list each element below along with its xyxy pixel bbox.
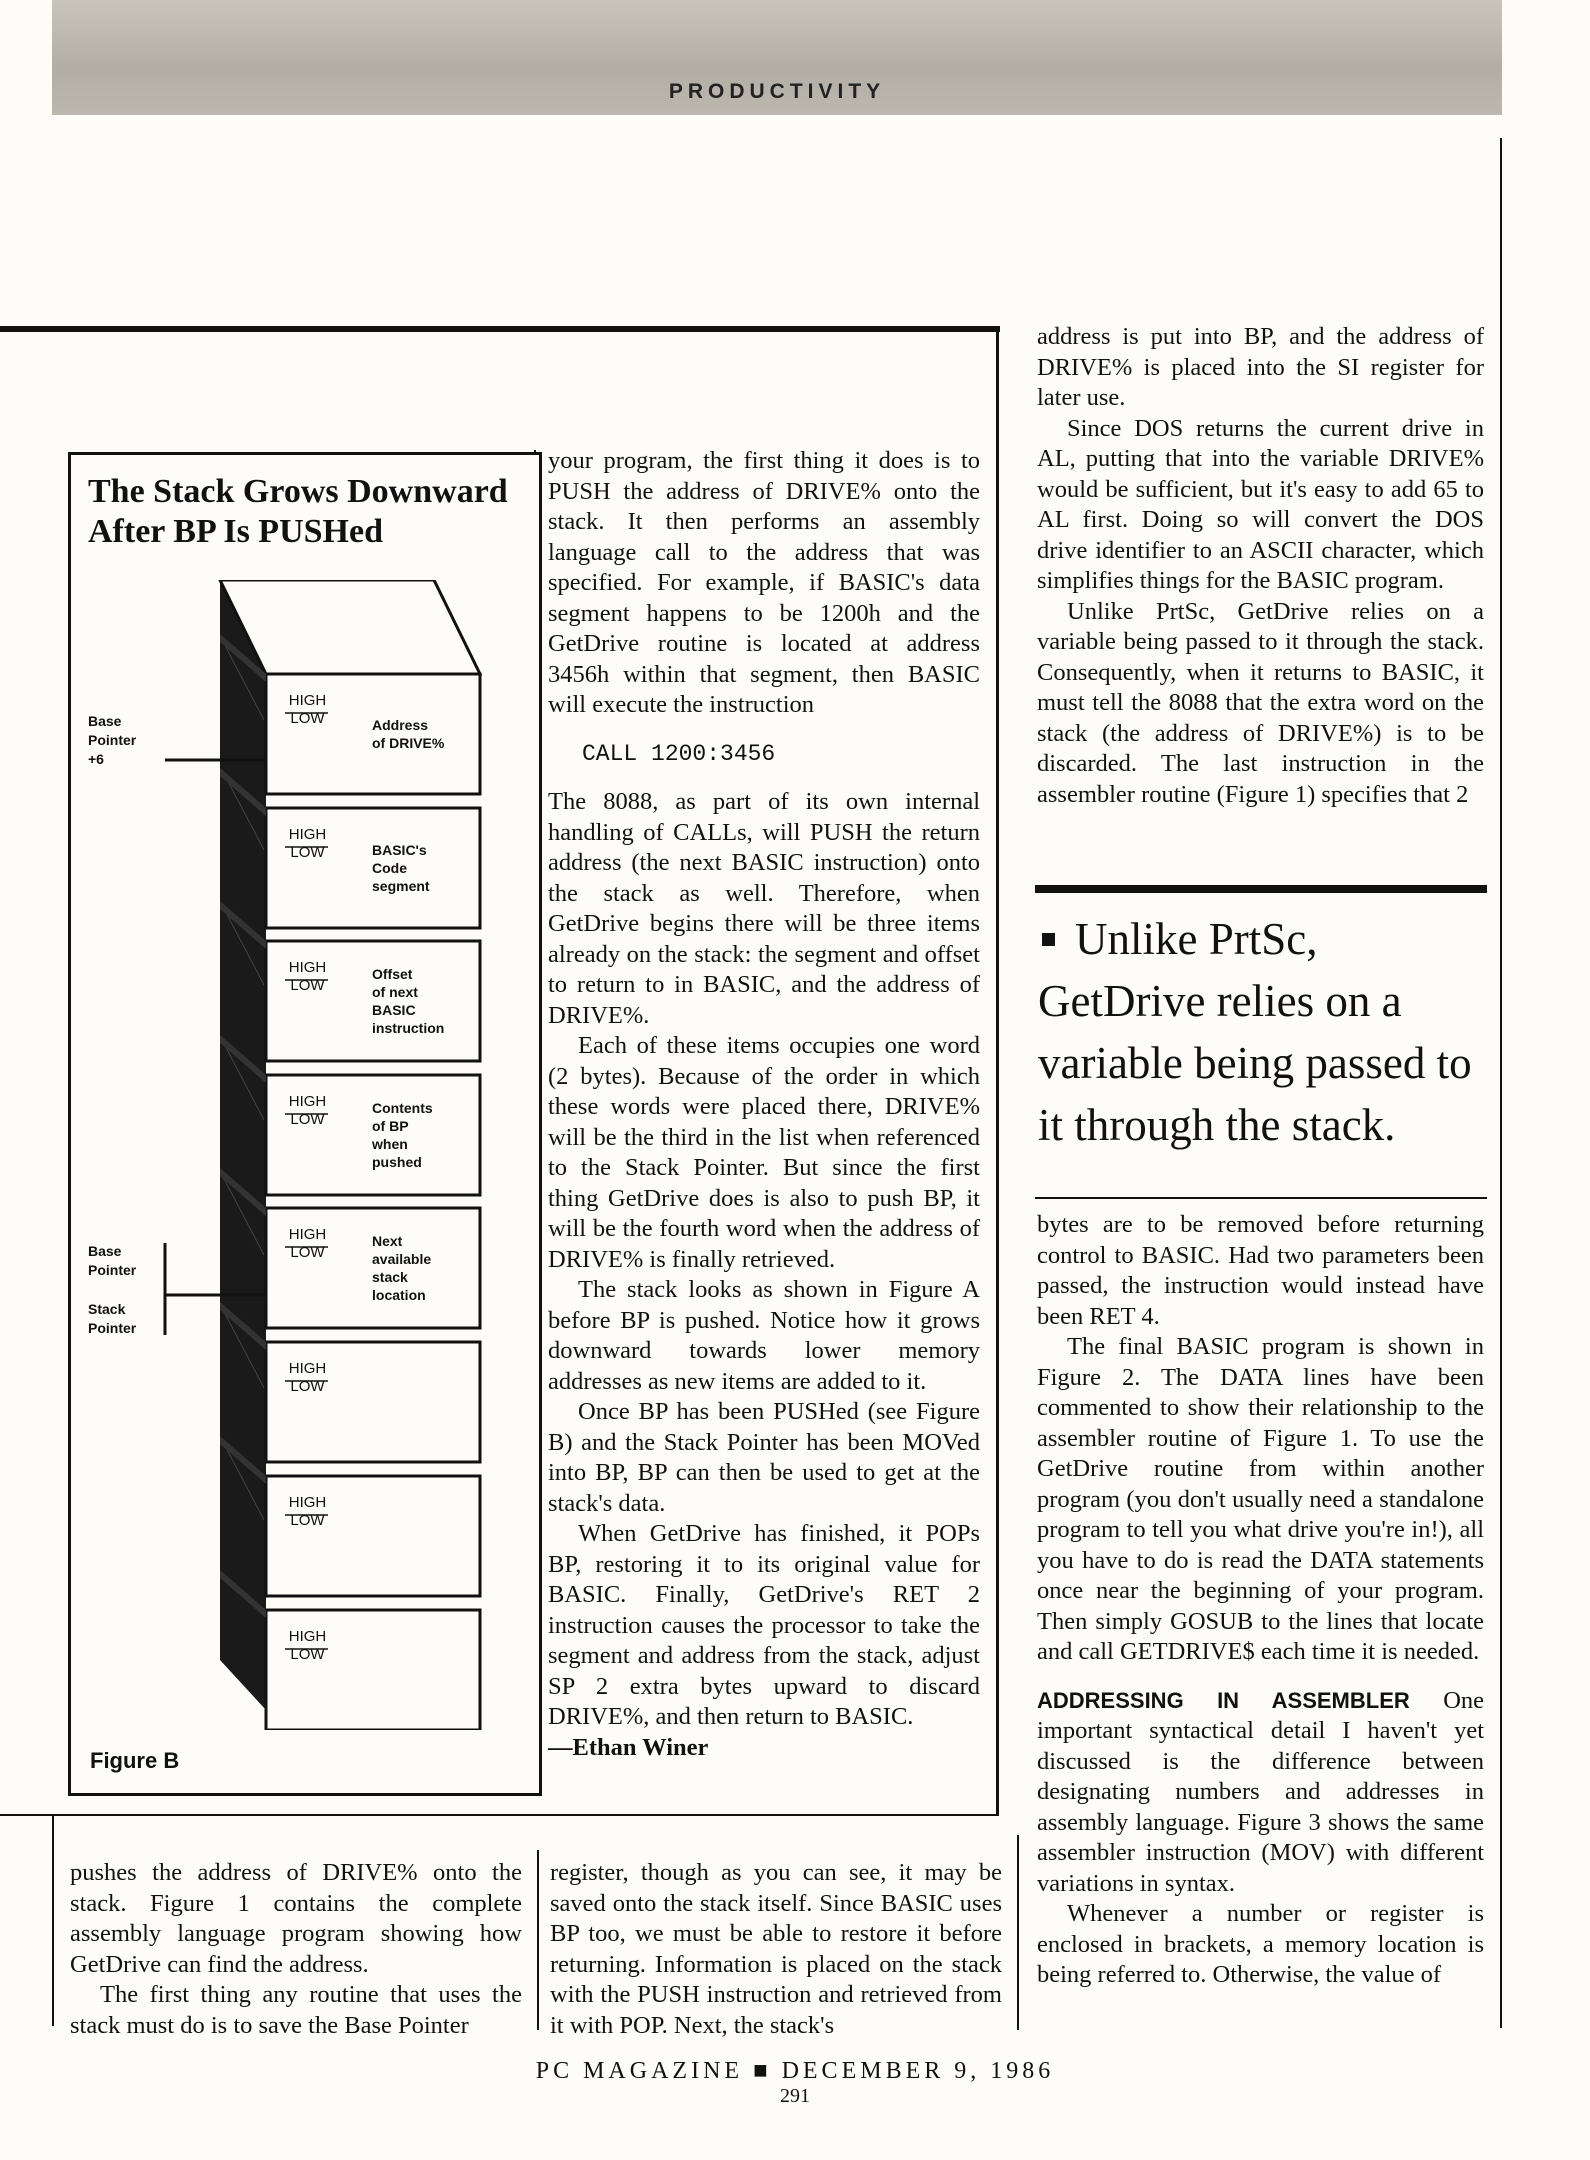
side-label-line: Pointer <box>88 1320 137 1336</box>
description-line: location <box>372 1287 426 1303</box>
lower-left-rule <box>52 1816 54 2026</box>
column-3-bottom <box>1037 1210 1484 1991</box>
description-line: Contents <box>372 1100 433 1116</box>
paragraph: your program, the first thing it does is to PUSH the address of DRIVE% onto the stack. It then performs an assembly language call to the address that was specified. For example, if BASIC's data segment happens to be 1200h and the GetDrive routine is located at address 3456h within that segment, then BASIC will execute the instruction <box>548 447 980 718</box>
side-label-line: Stack <box>88 1301 126 1317</box>
paragraph: Whenever a number or register is enclosed in brackets, a memory location is being referred to. Otherwise, the value of <box>1037 1900 1484 1988</box>
high-text: HIGH <box>288 1360 327 1377</box>
stack-cell-description <box>372 965 444 1037</box>
column-3-top <box>1037 322 1484 810</box>
low-text: LOW <box>290 1111 325 1128</box>
low-text: LOW <box>290 1244 325 1261</box>
section-label: PRODUCTIVITY <box>668 80 886 103</box>
high-low-label <box>280 1360 335 1396</box>
description-line: pushed <box>372 1154 422 1170</box>
side-label-line: Base <box>88 1243 122 1259</box>
low-text: LOW <box>290 710 325 727</box>
paragraph: address is put into BP, and the address of DRIVE% is placed into the SI register for later use. <box>1037 323 1484 411</box>
sidebar-top-rule <box>0 326 1000 332</box>
description-line: when <box>372 1136 408 1152</box>
paragraph: pushes the address of DRIVE% onto the stack. Figure 1 contains the complete assembly language program showing how GetDrive can find the address. <box>70 1859 522 1978</box>
figure-title-line-1: The Stack Grows Downward <box>88 473 508 510</box>
stack-cell-description <box>372 1099 433 1171</box>
high-low-label <box>280 1494 335 1530</box>
side-label-line: Base <box>88 713 122 729</box>
paragraph: Since DOS returns the current drive in AL, putting that into the variable DRIVE% would be sufficient, but it's easy to add 65 to AL first. Doing so will convert the DOS drive identifier to an ASCII character, which simplifies things for the BASIC program. <box>1037 414 1484 594</box>
high-text: HIGH <box>288 1628 327 1645</box>
low-text: LOW <box>290 1512 325 1529</box>
description-line: Address <box>372 717 429 733</box>
high-text: HIGH <box>288 1093 327 1110</box>
paragraph <box>1037 1686 1484 1900</box>
side-label-line: Pointer <box>88 732 137 748</box>
page-number: 291 <box>780 2085 810 2107</box>
sidebar-bottom-rule <box>0 1814 999 1816</box>
sidebar-right-rule <box>996 326 999 1816</box>
pullquote-top-rule <box>1035 885 1487 893</box>
page-edge-rule <box>1500 138 1502 2028</box>
base-pointer-6-label <box>88 712 136 769</box>
pullquote <box>1038 908 1493 1156</box>
low-text: LOW <box>290 1646 325 1663</box>
paragraph: bytes are to be removed before returning control to BASIC. Had two parameters been passed, the instruction would instead have been RET 4. <box>1037 1211 1484 1330</box>
bottom-middle-column <box>550 1858 1002 2041</box>
column-2 <box>548 446 980 1763</box>
side-label-line: +6 <box>88 751 104 767</box>
paragraph: Once BP has been PUSHed (see Figure B) and the Stack Pointer has been MOVed into BP, BP can then be used to get at the stack's data. <box>548 1398 980 1517</box>
code-line: CALL 1200:3456 <box>582 740 776 767</box>
figure-title <box>88 472 528 552</box>
description-line: Offset <box>372 966 413 982</box>
description-line: available <box>372 1251 432 1267</box>
stack-cell-description <box>372 841 430 895</box>
high-text: HIGH <box>288 692 327 709</box>
paragraph: The stack looks as shown in Figure A before BP is pushed. Notice how it grows downward towards lower memory addresses as new items are added to it. <box>548 1276 980 1395</box>
figure-title-line-2: After BP Is PUSHed <box>88 513 383 550</box>
description-line: of BP <box>372 1118 409 1134</box>
pullquote-bottom-rule <box>1035 1197 1487 1199</box>
paragraph: Unlike PrtSc, GetDrive relies on a variable being passed to it through the stack. Consequently, when it returns to BASIC, it must tell the 8088 that the extra word on the stack (the address of DRIVE%) is to be discarded. The last instruction in the assembler routine (Figure 1) specifies that 2 <box>1037 597 1484 808</box>
high-text: HIGH <box>288 959 327 976</box>
paragraph: register, though as you can see, it may be saved onto the stack itself. Since BASIC uses BP too, we must be able to restore it before returning. Information is placed on the stack with the PUSH instruction and retrieved from it with POP. Next, the stack's <box>550 1859 1002 2039</box>
figure-label: Figure B <box>90 1748 180 1773</box>
pullquote-text: Unlike PrtSc, GetDrive relies on a variable being passed to it through the stack. <box>1038 914 1472 1150</box>
high-low-label <box>280 826 335 862</box>
col-separator-3 <box>537 1850 539 2030</box>
description-line: instruction <box>372 1020 445 1036</box>
high-low-label <box>280 1093 335 1129</box>
base-pointer-label <box>88 1242 136 1280</box>
description-line: Code <box>372 860 407 876</box>
low-text: LOW <box>290 1378 325 1395</box>
stack-top-face <box>220 580 480 674</box>
description-line: of next <box>372 984 418 1000</box>
paragraph: The final BASIC program is shown in Figure 2. The DATA lines have been commented to show their relationship to the assembler routine of Figure 1. To use the GetDrive routine from within another program (you don't usually need a standalone program to tell you what drive you're in!), all you have to do is read the DATA statements once near the beginning of your program. Then simply GOSUB to the lines that locate and call GETDRIVE$ each time it is needed. <box>1037 1333 1484 1665</box>
paragraph: Each of these items occupies one word (2 bytes). Because of the order in which these words were placed there, DRIVE% will be the third in the list when referenced to the Stack Pointer. But since the first thing GetDrive does is also to push BP, it will be the fourth word when the address of DRIVE% is finally retrieved. <box>548 1032 980 1273</box>
footer-magazine: PC MAGAZINE ■ DECEMBER 9, 1986 <box>535 2058 1055 2084</box>
description-line: stack <box>372 1269 408 1285</box>
description-line: segment <box>372 878 430 894</box>
description-line: Next <box>372 1233 403 1249</box>
bottom-left-column <box>70 1858 522 2041</box>
paragraph: The 8088, as part of its own internal handling of CALLs, will PUSH the return address (the next BASIC instruction) onto the stack as well. Therefore, when GetDrive begins there will be three items already on the stack: the segment and offset to return to in BASIC, and the address of DRIVE%. <box>548 788 980 1029</box>
col-separator-4 <box>1017 1835 1019 2030</box>
high-low-label <box>280 1226 335 1262</box>
section-heading: ADDRESSING IN ASSEMBLER <box>1037 1687 1410 1713</box>
stack-pointer-label <box>88 1300 136 1338</box>
stack-side-face <box>220 580 266 1710</box>
low-text: LOW <box>290 844 325 861</box>
high-text: HIGH <box>288 1494 327 1511</box>
bullet-square <box>1042 933 1055 946</box>
side-label-line: Pointer <box>88 1262 137 1278</box>
low-text: LOW <box>290 977 325 994</box>
description-line: of DRIVE% <box>372 735 445 751</box>
paragraph: The first thing any routine that uses the stack must do is to save the Base Pointer <box>70 1981 522 2039</box>
high-low-label <box>280 1628 335 1664</box>
high-low-label <box>280 692 335 728</box>
high-low-label <box>280 959 335 995</box>
paragraph: When GetDrive has finished, it POPs BP, restoring it to its original value for BASIC. Finally, GetDrive's RET 2 instruction causes the processor to take the segment and address from the stack, adjust SP 2 extra bytes upward to discard DRIVE%, and then return to BASIC. <box>548 1520 980 1730</box>
heading-paragraph-text: One important syntactical detail I haven't yet discussed is the difference between designating numbers and addresses in assembly language. Figure 3 shows the same assembler instruction (MOV) with different variations in syntax. <box>1037 1686 1485 1897</box>
description-line: BASIC's <box>372 842 427 858</box>
description-line: BASIC <box>372 1002 416 1018</box>
stack-cell-description <box>372 1232 431 1304</box>
author-signature: —Ethan Winer <box>548 1733 709 1761</box>
stack-cell-description <box>372 716 444 752</box>
high-text: HIGH <box>288 1226 327 1243</box>
high-text: HIGH <box>288 826 327 843</box>
